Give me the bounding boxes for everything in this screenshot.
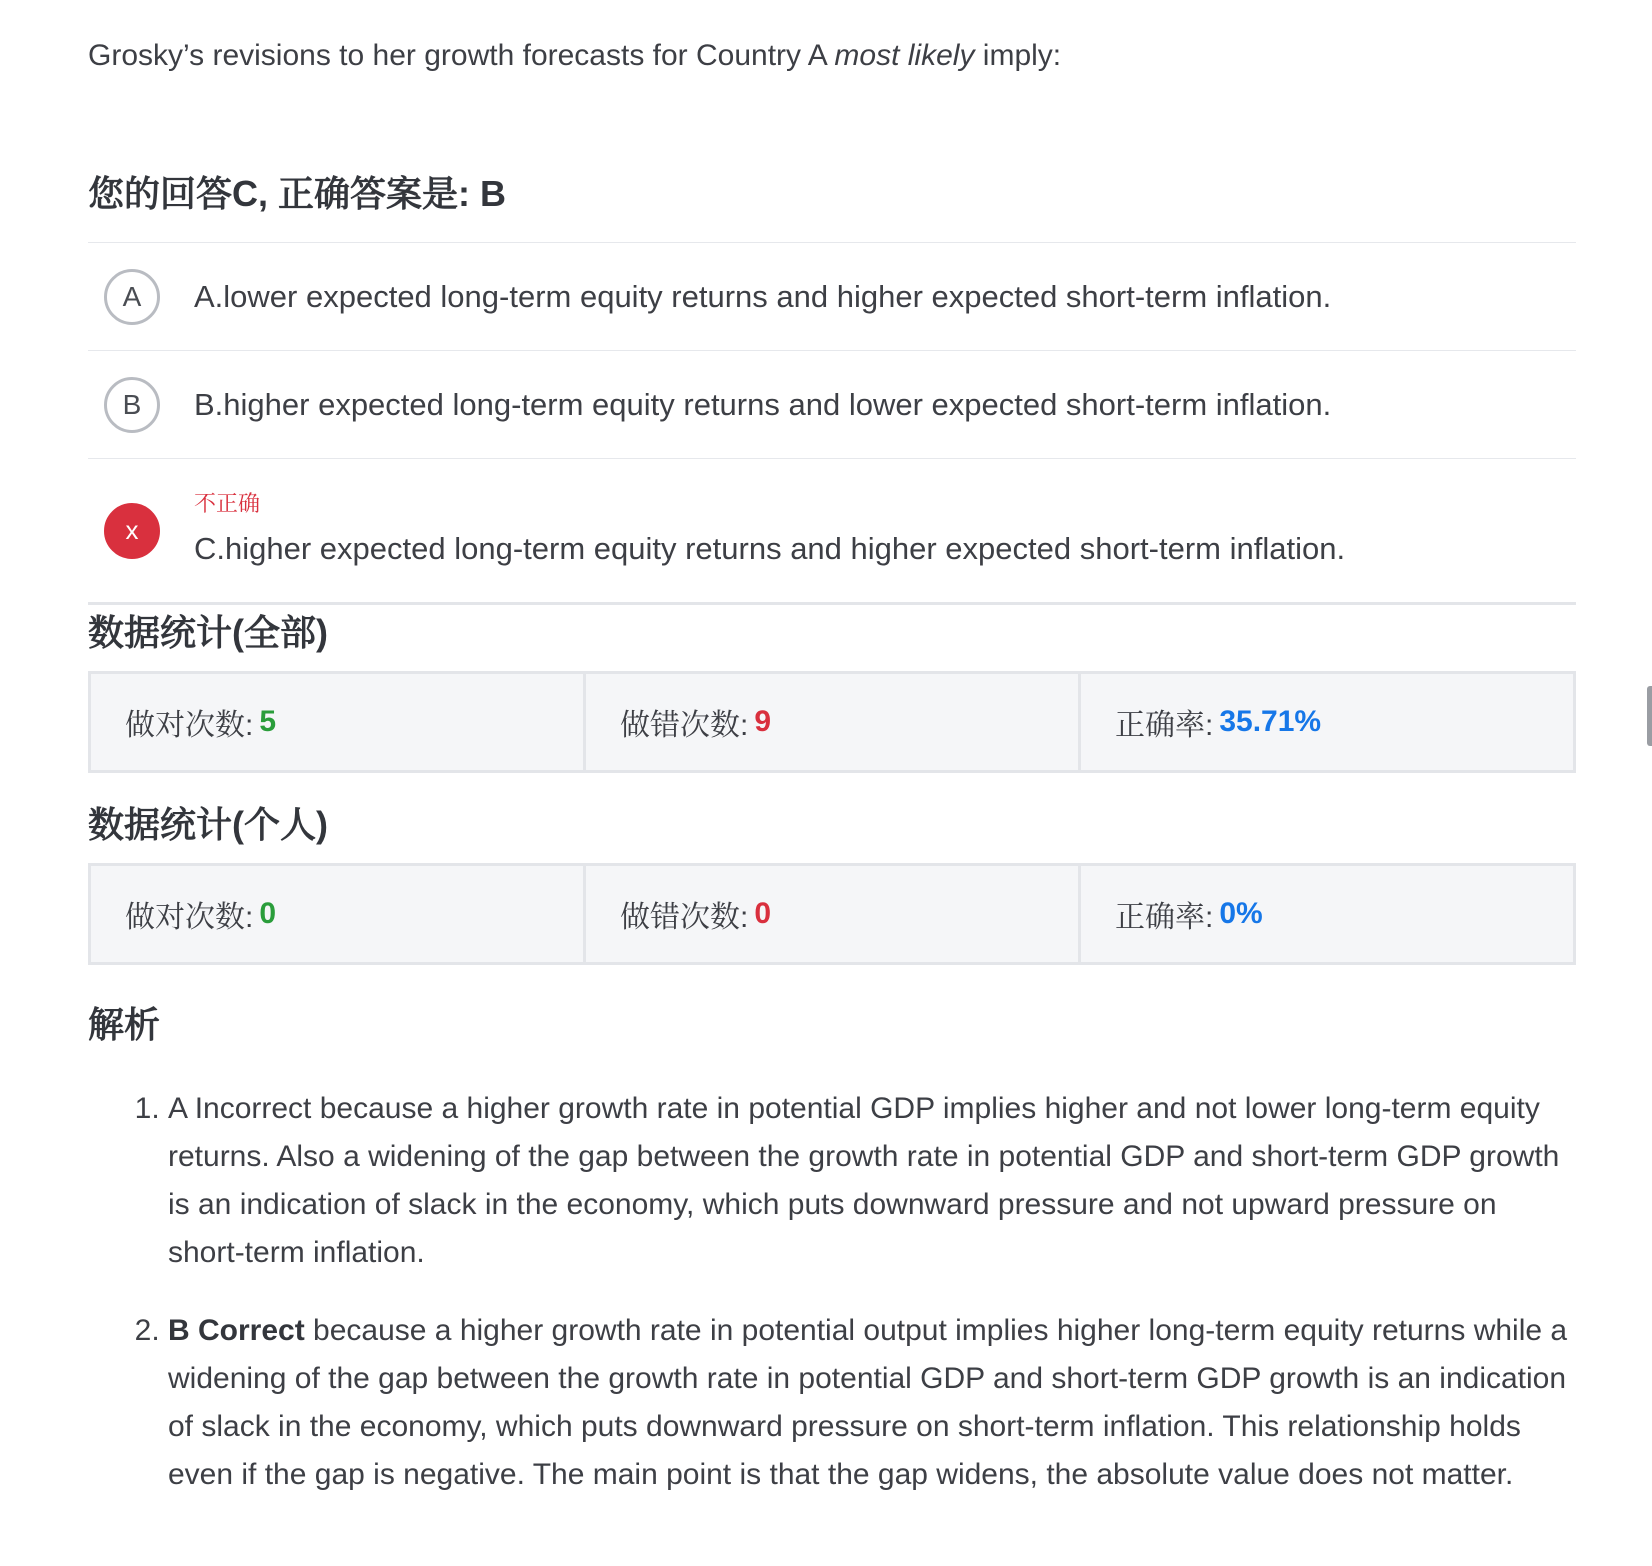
analysis-item-1 xyxy=(168,1085,1576,1277)
stats-all-rate xyxy=(1081,674,1573,770)
stats-personal-correct-label: 做对次数: xyxy=(125,901,254,934)
stats-all-table xyxy=(88,671,1576,773)
option-a-marker[interactable]: A xyxy=(104,269,160,325)
stats-personal-wrong-value: 0 xyxy=(754,897,772,930)
question-stem xyxy=(88,36,1576,76)
stats-all-title: 数据统计(全部) xyxy=(88,612,328,653)
wrong-mark-icon[interactable]: x xyxy=(104,503,160,559)
stats-personal-title: 数据统计(个人) xyxy=(88,804,328,845)
answer-result-heading: 您的回答C, 正确答案是: B xyxy=(88,172,1576,243)
analysis-item-2-bold: B Correct xyxy=(168,1314,305,1347)
question-text-after: imply: xyxy=(974,39,1062,72)
stats-personal-rate xyxy=(1081,866,1573,962)
option-c-text: C.higher expected long-term equity returns and higher expected short-term inflation. xyxy=(194,530,1346,566)
option-c-body xyxy=(194,490,1346,569)
option-c[interactable] xyxy=(88,459,1576,605)
question-page xyxy=(88,0,1576,1529)
stats-personal-rate-value: 0% xyxy=(1219,897,1263,930)
stats-all-correct-label: 做对次数: xyxy=(125,709,254,742)
option-b[interactable] xyxy=(88,351,1576,459)
analysis-item-1-text: A Incorrect because a higher growth rate in potential GDP implies higher and not lower long-term equity returns. Also a widening of the gap between the growth rate in potential GDP and short-term GDP growth is an indication of slack in the economy, which puts downward pressure and not upward pressure on short-term inflation. xyxy=(168,1092,1560,1269)
question-emphasis: most likely xyxy=(834,39,975,72)
scrollbar-thumb[interactable] xyxy=(1647,686,1652,746)
stats-personal-correct xyxy=(91,866,586,962)
stats-all-correct-value: 5 xyxy=(259,705,277,738)
stats-all-wrong xyxy=(586,674,1081,770)
option-a[interactable] xyxy=(88,243,1576,351)
stats-personal-wrong-label: 做错次数: xyxy=(620,901,749,934)
stats-all-correct xyxy=(91,674,586,770)
stats-all-rate-value: 35.71% xyxy=(1219,705,1322,738)
option-a-body xyxy=(194,277,1331,317)
analysis-item-2 xyxy=(168,1307,1576,1499)
stats-all-wrong-label: 做错次数: xyxy=(620,709,749,742)
analysis-list xyxy=(88,1085,1576,1499)
stats-personal-correct-value: 0 xyxy=(259,897,277,930)
stats-personal-table xyxy=(88,863,1576,965)
stats-personal-wrong xyxy=(586,866,1081,962)
stats-personal-rate-label: 正确率: xyxy=(1115,901,1214,934)
incorrect-flag: 不正确 xyxy=(194,490,261,516)
option-b-marker[interactable]: B xyxy=(104,377,160,433)
question-text-before: Grosky’s revisions to her growth forecasts for Country A xyxy=(88,39,835,72)
stats-all-rate-label: 正确率: xyxy=(1115,709,1214,742)
option-b-body xyxy=(194,385,1331,425)
analysis-item-2-text: because a higher growth rate in potential output implies higher long-term equity returns while a widening of the gap between the growth rate in potential GDP and short-term GDP growth is an indication of slack in the economy, which puts downward pressure on short-term inflation. This relationship holds even if the gap is negative. The main point is that the gap widens, the absolute value does not matter. xyxy=(168,1314,1568,1491)
analysis-title: 解析 xyxy=(88,1004,161,1045)
option-a-text: A.lower expected long-term equity returns and higher expected short-term inflation. xyxy=(194,278,1332,314)
option-b-text: B.higher expected long-term equity returns and lower expected short-term inflation. xyxy=(194,386,1332,422)
stats-all-wrong-value: 9 xyxy=(754,705,772,738)
